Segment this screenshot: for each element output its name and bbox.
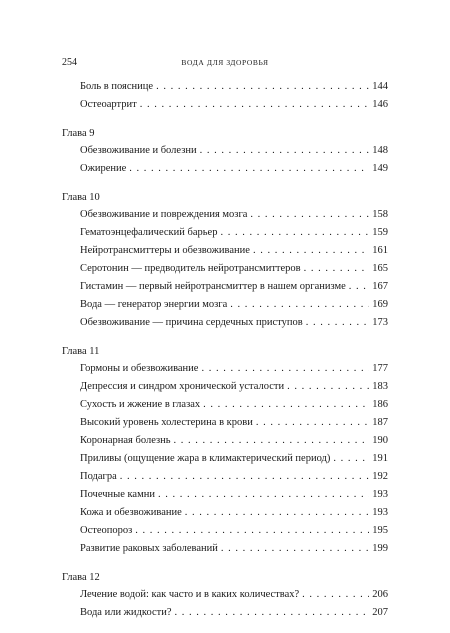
toc-chapter — [62, 78, 388, 114]
entry-page-number: 187 — [372, 417, 388, 428]
toc-chapter — [62, 189, 388, 332]
dot-leader — [175, 604, 370, 622]
entry-page-number: 195 — [372, 525, 388, 536]
toc-entry — [62, 296, 388, 314]
dot-leader — [221, 540, 369, 558]
entry-page-number: 206 — [372, 589, 388, 600]
dot-leader — [287, 378, 369, 396]
page-number: 254 — [62, 57, 77, 68]
entry-title: Почечные камни — [80, 489, 155, 500]
entry-page-number: 190 — [372, 435, 388, 446]
dot-leader — [129, 160, 369, 178]
entry-title: Вода или жидкости? — [80, 607, 172, 618]
toc-entry — [62, 378, 388, 396]
entry-page-number: 183 — [372, 381, 388, 392]
running-title: ВОДА ДЛЯ ЗДОРОВЬЯ — [181, 58, 269, 67]
toc-entry — [62, 224, 388, 242]
entry-title: Кожа и обезвоживание — [80, 507, 182, 518]
toc-entry — [62, 278, 388, 296]
entry-title: Гормоны и обезвоживание — [80, 363, 199, 374]
entry-title: Лечение водой: как часто и в каких количествах? — [80, 589, 300, 600]
entry-title: Подагра — [80, 471, 117, 482]
toc-entry — [62, 78, 388, 96]
entry-title: Гематоэнцефалический барьер — [80, 227, 218, 238]
toc-entry — [62, 160, 388, 178]
dot-leader — [158, 486, 369, 504]
toc-entry — [62, 96, 388, 114]
toc-entry — [62, 432, 388, 450]
entry-page-number: 191 — [372, 453, 388, 464]
toc-entry — [62, 540, 388, 558]
entry-page-number: 161 — [372, 245, 388, 256]
entry-page-number: 199 — [372, 543, 388, 554]
dot-leader — [220, 224, 369, 242]
dot-leader — [230, 296, 369, 314]
entry-page-number: 193 — [372, 489, 388, 500]
dot-leader — [250, 206, 369, 224]
toc-entry — [62, 260, 388, 278]
entry-title: Остеопороз — [80, 525, 133, 536]
entry-title: Ожирение — [80, 163, 127, 174]
table-of-contents — [62, 78, 388, 633]
toc-chapter — [62, 125, 388, 178]
dot-leader — [333, 450, 369, 468]
entry-page-number: 158 — [372, 209, 388, 220]
dot-leader — [200, 142, 370, 160]
entry-page-number: 177 — [372, 363, 388, 374]
entry-title: Депрессия и синдром хронической усталости — [80, 381, 285, 392]
dot-leader — [306, 314, 370, 332]
entry-title: Обезвоживание — причина сердечных приступов — [80, 317, 303, 328]
entry-page-number: 144 — [372, 81, 388, 92]
dot-leader — [174, 432, 370, 450]
dot-leader — [349, 278, 369, 296]
entry-title: Развитие раковых заболеваний — [80, 543, 218, 554]
entry-title: Коронарная болезнь — [80, 435, 171, 446]
dot-leader — [120, 468, 370, 486]
entry-page-number: 159 — [372, 227, 388, 238]
toc-entry — [62, 242, 388, 260]
toc-entry — [62, 586, 388, 604]
entry-page-number: 173 — [372, 317, 388, 328]
entry-page-number: 148 — [372, 145, 388, 156]
entry-title: Нейротрансмиттеры и обезвоживание — [80, 245, 250, 256]
entry-title: Сухость и жжение в глазах — [80, 399, 201, 410]
toc-entry — [62, 504, 388, 522]
dot-leader — [140, 96, 370, 114]
entry-title: Высокий уровень холестерина в крови — [80, 417, 253, 428]
entry-title: Обезвоживание и болезни — [80, 145, 197, 156]
toc-entry — [62, 486, 388, 504]
entry-page-number: 146 — [372, 99, 388, 110]
dot-leader — [185, 504, 369, 522]
toc-chapter — [62, 343, 388, 558]
toc-entry — [62, 414, 388, 432]
dot-leader — [302, 586, 369, 604]
entry-title: Остеоартрит — [80, 99, 137, 110]
entry-page-number: 167 — [372, 281, 388, 292]
chapter-title: Глава 10 — [62, 192, 100, 203]
toc-entry — [62, 396, 388, 414]
toc-entry — [62, 468, 388, 486]
dot-leader — [256, 414, 369, 432]
toc-entry — [62, 522, 388, 540]
toc-entry — [62, 314, 388, 332]
dot-leader — [304, 260, 370, 278]
page-header — [62, 57, 388, 71]
toc-entry — [62, 360, 388, 378]
dot-leader — [156, 78, 369, 96]
toc-entry — [62, 450, 388, 468]
toc-chapter — [62, 569, 388, 622]
entry-title: Серотонин — предводитель нейротрансмиттеров — [80, 263, 301, 274]
chapter-title: Глава 11 — [62, 346, 100, 357]
entry-title: Гистамин — первый нейротрансмиттер в нашем организме — [80, 281, 346, 292]
entry-page-number: 207 — [372, 607, 388, 618]
chapter-title: Глава 12 — [62, 572, 100, 583]
entry-page-number: 192 — [372, 471, 388, 482]
entry-page-number: 169 — [372, 299, 388, 310]
entry-title: Вода — генератор энергии мозга — [80, 299, 228, 310]
entry-page-number: 165 — [372, 263, 388, 274]
dot-leader — [253, 242, 369, 260]
toc-entry — [62, 604, 388, 622]
entry-title: Обезвоживание и повреждения мозга — [80, 209, 248, 220]
entry-page-number: 149 — [372, 163, 388, 174]
chapter-title: Глава 9 — [62, 128, 95, 139]
entry-title: Приливы (ощущение жара в климактерический период) — [80, 453, 331, 464]
dot-leader — [135, 522, 369, 540]
dot-leader — [201, 360, 369, 378]
entry-page-number: 186 — [372, 399, 388, 410]
toc-entry — [62, 206, 388, 224]
dot-leader — [203, 396, 369, 414]
toc-entry — [62, 142, 388, 160]
entry-page-number: 193 — [372, 507, 388, 518]
entry-title: Боль в пояснице — [80, 81, 154, 92]
